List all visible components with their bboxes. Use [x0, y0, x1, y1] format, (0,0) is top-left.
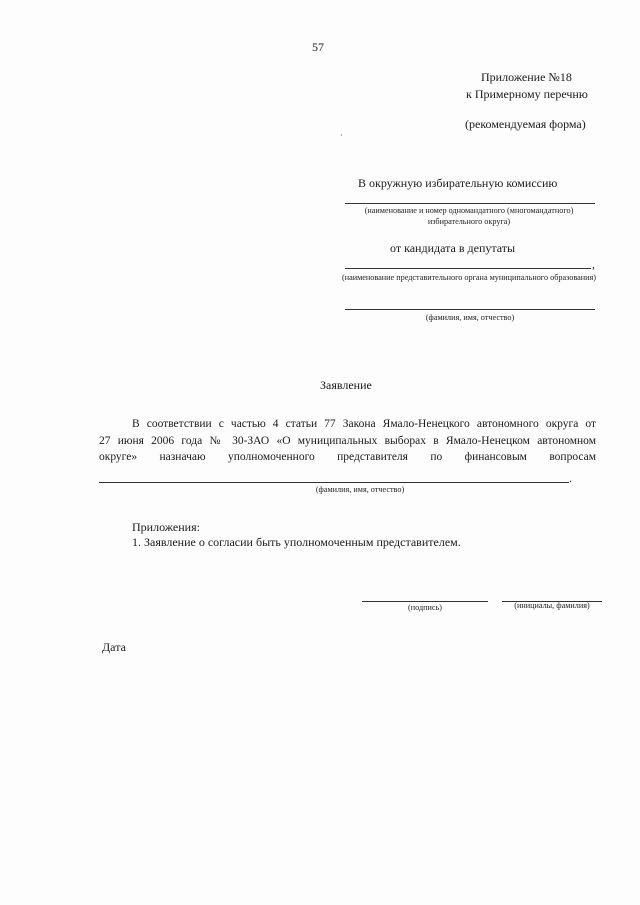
statement-title: Заявление	[320, 378, 372, 392]
candidate-name-line	[345, 309, 595, 310]
page-number: 57	[312, 40, 324, 54]
initials-caption: (инициалы, фамилия)	[514, 601, 590, 610]
representative-name-line	[99, 482, 569, 483]
body-line	[345, 268, 591, 269]
dot-mark: ·	[340, 131, 343, 140]
commission-line	[345, 203, 595, 204]
statement-line-1: В соответствии с частью 4 статьи 77 Закона Ямало-Ненецкого автономного округа от	[132, 418, 596, 430]
attachments-heading: Приложения:	[132, 520, 200, 534]
statement-line-3: округе» назначаю уполномоченного представителя по финансовым вопросам	[99, 451, 596, 463]
form-type-label: (рекомендуемая форма)	[465, 117, 586, 131]
body-line-comma: ,	[592, 257, 595, 271]
representative-line-period: .	[569, 471, 572, 485]
appendix-list-label: к Примерному перечню	[466, 87, 588, 101]
addressee-commission: В окружную избирательную комиссию	[358, 176, 558, 190]
attachment-item-1: 1. Заявление о согласии быть уполномоченным представителем.	[132, 535, 461, 549]
candidate-name-caption: (фамилия, имя, отчество)	[425, 313, 515, 322]
signature-line	[362, 601, 488, 602]
body-caption: (наименование представительного органа муниципального образования)	[341, 273, 597, 282]
addressee-candidate: от кандидата в депутаты	[390, 241, 516, 255]
representative-name-caption: (фамилия, имя, отчество)	[315, 485, 405, 494]
commission-caption: (наименование и номер одномандатного (многомандатного) избирательного округа)	[364, 206, 574, 226]
signature-caption: (подпись)	[408, 603, 442, 612]
statement-line-2: 27 июня 2006 года № 30-ЗАО «О муниципальных выборах в Ямало-Ненецком автономном	[99, 435, 596, 447]
date-label: Дата	[102, 640, 126, 654]
appendix-label: Приложение №18	[481, 70, 572, 84]
